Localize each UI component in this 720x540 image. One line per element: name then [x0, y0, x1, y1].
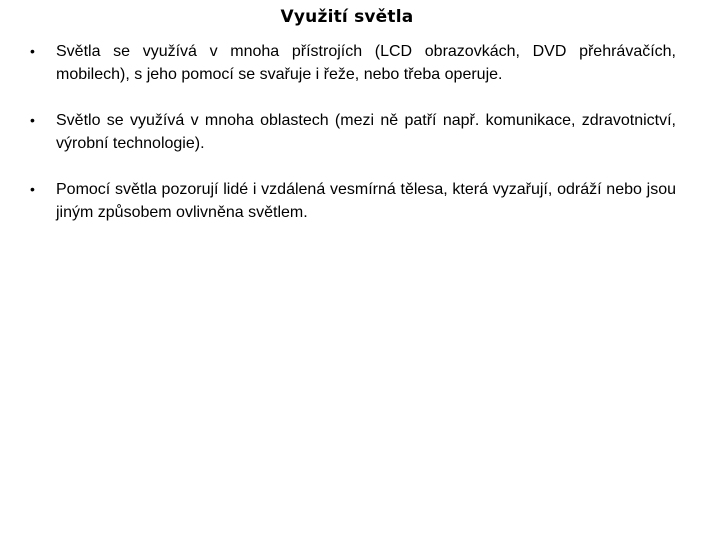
bullet-list: [26, 40, 676, 247]
bullet-item: [26, 178, 676, 224]
bullet-text: Světla se využívá v mnoha přístrojích (LCD obrazovkách, DVD přehrávačích, mobilech), s jeho pomocí se svařuje i řeže, nebo třeba operuje.: [56, 43, 676, 83]
bullet-icon: •: [30, 43, 35, 59]
bullet-icon: •: [30, 112, 35, 128]
bullet-item: [26, 109, 676, 155]
bullet-text: Pomocí světla pozorují lidé i vzdálená vesmírná tělesa, která vyzařují, odráží nebo jsou jiným způsobem ovlivněna světlem.: [56, 181, 676, 221]
bullet-text: Světlo se využívá v mnoha oblastech (mezi ně patří např. komunikace, zdravotnictví, výrobní technologie).: [56, 112, 676, 152]
bullet-item: [26, 40, 676, 86]
bullet-icon: •: [30, 181, 35, 197]
slide-title: Využití světla: [280, 7, 414, 27]
